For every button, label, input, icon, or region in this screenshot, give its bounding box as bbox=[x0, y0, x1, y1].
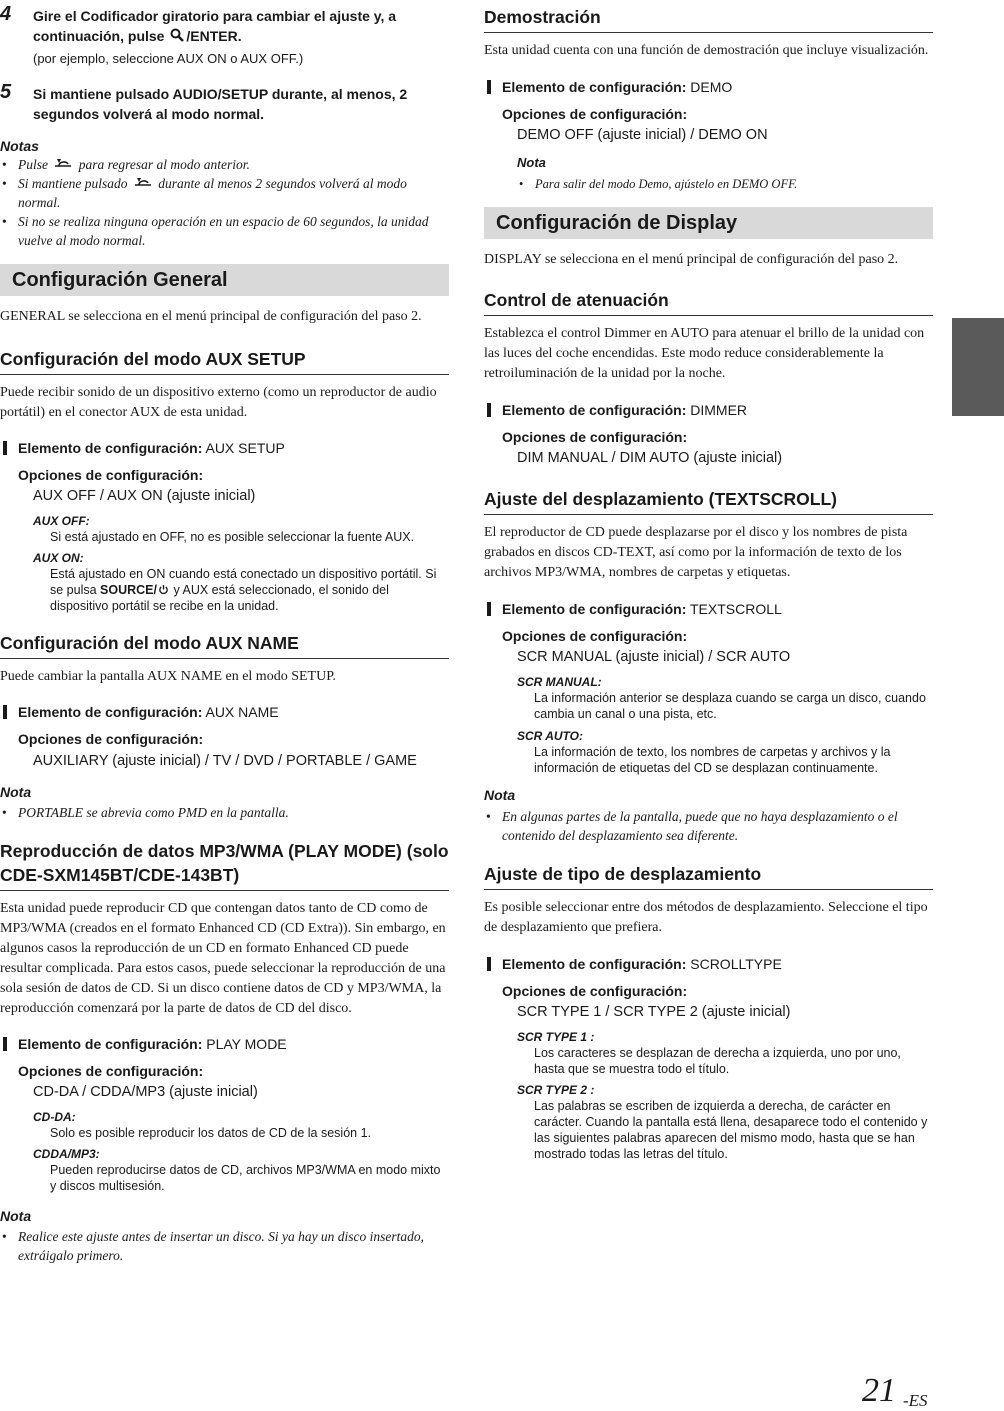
option-description: Está ajustado en ON cuando está conectado un dispositivo portátil. Si se pulsa SOURCE/ y AUX está seleccionado, el sonido del dispositivo portátil se recibe en la unidad. bbox=[50, 567, 437, 613]
option-term: AUX OFF: bbox=[33, 514, 90, 528]
option-description: Si está ajustado en OFF, no es posible seleccionar la fuente AUX. bbox=[50, 530, 415, 544]
option-term: CDDA/MP3: bbox=[33, 1147, 100, 1161]
heading-demo: Demostración bbox=[484, 5, 933, 33]
options-label: Opciones de configuración: bbox=[502, 106, 688, 122]
option-term: SCR MANUAL: bbox=[517, 675, 602, 689]
option-description: Los caracteres se desplazan de derecha a izquierda, uno por uno, hasta que se muestra todo el título. bbox=[534, 1046, 901, 1076]
options-label: Opciones de configuración: bbox=[502, 628, 688, 644]
back-arrow-icon bbox=[53, 157, 73, 169]
options-label: Opciones de configuración: bbox=[18, 731, 204, 747]
setting-item: Elemento de configuración: SCROLLTYPE bbox=[484, 954, 933, 974]
section-banner-general: Configuración General bbox=[0, 264, 449, 296]
setting-item: Elemento de configuración: DIMMER bbox=[484, 400, 933, 420]
section-intro: GENERAL se selecciona en el menú principal de configuración del paso 2. bbox=[0, 309, 422, 324]
setting-item: Elemento de configuración: AUX SETUP bbox=[0, 438, 449, 458]
option-description: Pueden reproducirse datos de CD, archivos MP3/WMA en modo mixto y discos multisesión. bbox=[50, 1163, 441, 1193]
notes-list bbox=[0, 803, 449, 822]
paragraph: Puede recibir sonido de un dispositivo externo (como un reproductor de audio portátil) en el conector AUX de esta unidad. bbox=[0, 385, 437, 420]
option-term: AUX ON: bbox=[33, 551, 84, 565]
setting-item: Elemento de configuración: PLAY MODE bbox=[0, 1034, 449, 1054]
page-number: 21 bbox=[862, 1372, 896, 1409]
left-column bbox=[0, 0, 449, 1265]
option-term: SCR TYPE 2 : bbox=[517, 1083, 595, 1097]
power-icon bbox=[158, 584, 169, 595]
step-instruction: Gire el Codificador giratorio para cambiar el ajuste y, a continuación, pulse /ENTER. bbox=[33, 8, 397, 44]
section-banner-display: Configuración de Display bbox=[484, 207, 933, 239]
paragraph: Establezca el control Dimmer en AUTO para atenuar el brillo de la unidad con las luces del coche encendidas. Este modo reduce considerablemente la retroiluminación de la unidad por la noche. bbox=[484, 326, 925, 381]
options-value: CD-DA / CDDA/MP3 (ajuste inicial) bbox=[33, 1084, 258, 1100]
notes-title: Nota bbox=[0, 1208, 32, 1224]
options-label: Opciones de configuración: bbox=[18, 1063, 204, 1079]
notes-list bbox=[0, 155, 449, 250]
step-5 bbox=[0, 81, 449, 124]
heading-scrolltype: Ajuste de tipo de desplazamiento bbox=[484, 862, 933, 890]
options-value: SCR TYPE 1 / SCR TYPE 2 (ajuste inicial) bbox=[517, 1004, 791, 1020]
heading-play-mode: Reproducción de datos MP3/WMA (PLAY MODE) (solo CDE-SXM145BT/CDE-143BT) bbox=[0, 839, 449, 891]
notes-title: Notas bbox=[0, 138, 39, 154]
notes-list bbox=[0, 1227, 449, 1265]
options-label: Opciones de configuración: bbox=[18, 467, 204, 483]
note-item: • Realice este ajuste antes de insertar un disco. Si ya hay un disco insertado, extráigalo primero. bbox=[0, 1227, 449, 1265]
notes-block bbox=[0, 137, 449, 250]
note-item: • PORTABLE se abrevia como PMD en la pantalla. bbox=[0, 803, 449, 822]
options-value: DEMO OFF (ajuste inicial) / DEMO ON bbox=[517, 127, 768, 143]
option-description: Las palabras se escriben de izquierda a derecha, de carácter en carácter. Cuando la pantalla está llena, desaparece todo el contenido y las siguientes palabras aparecen del mismo modo, hasta que se han mostrado todas las letras del título. bbox=[534, 1099, 928, 1161]
paragraph: El reproductor de CD puede desplazarse por el disco y los nombres de pista grabados en discos CD-TEXT, así como por la información de texto de los archivos MP3/WMA, nombres de carpetas y etiquetas. bbox=[484, 525, 908, 580]
option-term: SCR TYPE 1 : bbox=[517, 1030, 595, 1044]
paragraph: Es posible seleccionar entre dos métodos de desplazamiento. Seleccione el tipo de desplazamiento que prefiera. bbox=[484, 900, 928, 935]
options-value: DIM MANUAL / DIM AUTO (ajuste inicial) bbox=[517, 450, 783, 466]
search-icon bbox=[170, 28, 184, 42]
option-term: SCR AUTO: bbox=[517, 729, 583, 743]
options-value: AUX OFF / AUX ON (ajuste inicial) bbox=[33, 488, 256, 504]
option-description: Solo es posible reproducir los datos de CD de la sesión 1. bbox=[50, 1126, 372, 1140]
note-item: • Si no se realiza ninguna operación en un espacio de 60 segundos, la unidad vuelve al modo normal. bbox=[0, 212, 449, 250]
options-label: Opciones de configuración: bbox=[502, 429, 688, 445]
right-column bbox=[484, 0, 933, 1162]
heading-aux-name: Configuración del modo AUX NAME bbox=[0, 631, 449, 659]
options-value: SCR MANUAL (ajuste inicial) / SCR AUTO bbox=[517, 649, 791, 665]
option-description: La información anterior se desplaza cuando se carga un disco, cuando cambia un canal o una pista, etc. bbox=[534, 691, 926, 721]
setting-item: Elemento de configuración: AUX NAME bbox=[0, 702, 449, 722]
note-item: • En algunas partes de la pantalla, puede que no haya desplazamiento o el contenido del desplazamiento sea diferente. bbox=[484, 807, 933, 845]
option-description: La información de texto, los nombres de carpetas y archivos y la información de etiquetas del CD se desplazan continuamente. bbox=[534, 745, 891, 775]
notes-list bbox=[484, 175, 933, 194]
options-value: AUXILIARY (ajuste inicial) / TV / DVD / PORTABLE / GAME bbox=[33, 753, 417, 769]
section-intro: DISPLAY se selecciona en el menú principal de configuración del paso 2. bbox=[484, 252, 899, 267]
step-number: 5 bbox=[0, 81, 12, 103]
notes-title: Nota bbox=[517, 155, 546, 170]
heading-aux-setup: Configuración del modo AUX SETUP bbox=[0, 347, 449, 375]
notes-list bbox=[484, 807, 933, 845]
step-4 bbox=[0, 3, 449, 68]
setting-item: Elemento de configuración: TEXTSCROLL bbox=[484, 599, 933, 619]
step-number: 4 bbox=[0, 3, 12, 25]
notes-title: Nota bbox=[0, 784, 32, 800]
side-section-tab bbox=[952, 318, 1004, 416]
setting-item: Elemento de configuración: DEMO bbox=[484, 77, 933, 97]
heading-textscroll: Ajuste del desplazamiento (TEXTSCROLL) bbox=[484, 487, 933, 515]
paragraph: Esta unidad puede reproducir CD que contengan datos tanto de CD como de MP3/WMA (creados en el formato Enhanced CD (CD Extra)). Sin embargo, en algunos casos la reproducción de un CD en formato Enhanced CD puede resultar complicada. Para estos casos, puede seleccionar la reproducción de una sola sesión de datos de CD. Si un disco contiene datos de CD y MP3/WMA, la reproducción comenzará por la parte de datos de CD del disco. bbox=[0, 901, 446, 1016]
note-item: • Pulse para regresar al modo anterior. bbox=[0, 155, 449, 174]
options-label: Opciones de configuración: bbox=[502, 983, 688, 999]
step-instruction: Si mantiene pulsado AUDIO/SETUP durante, al menos, 2 segundos volverá al modo normal. bbox=[33, 86, 408, 122]
heading-dimmer: Control de atenuación bbox=[484, 288, 933, 316]
step-example: (por ejemplo, seleccione AUX ON o AUX OFF.) bbox=[33, 51, 304, 66]
page-language-suffix: -ES bbox=[903, 1391, 928, 1410]
paragraph: Puede cambiar la pantalla AUX NAME en el modo SETUP. bbox=[0, 669, 336, 684]
note-item: • Para salir del modo Demo, ajústelo en DEMO OFF. bbox=[517, 175, 933, 194]
notes-title: Nota bbox=[484, 787, 516, 803]
paragraph: Esta unidad cuenta con una función de demostración que incluye visualización. bbox=[484, 43, 929, 58]
back-arrow-icon bbox=[133, 176, 153, 188]
note-item: • Si mantiene pulsado durante al menos 2 segundos volverá al modo normal. bbox=[0, 174, 449, 212]
option-term: CD-DA: bbox=[33, 1110, 76, 1124]
